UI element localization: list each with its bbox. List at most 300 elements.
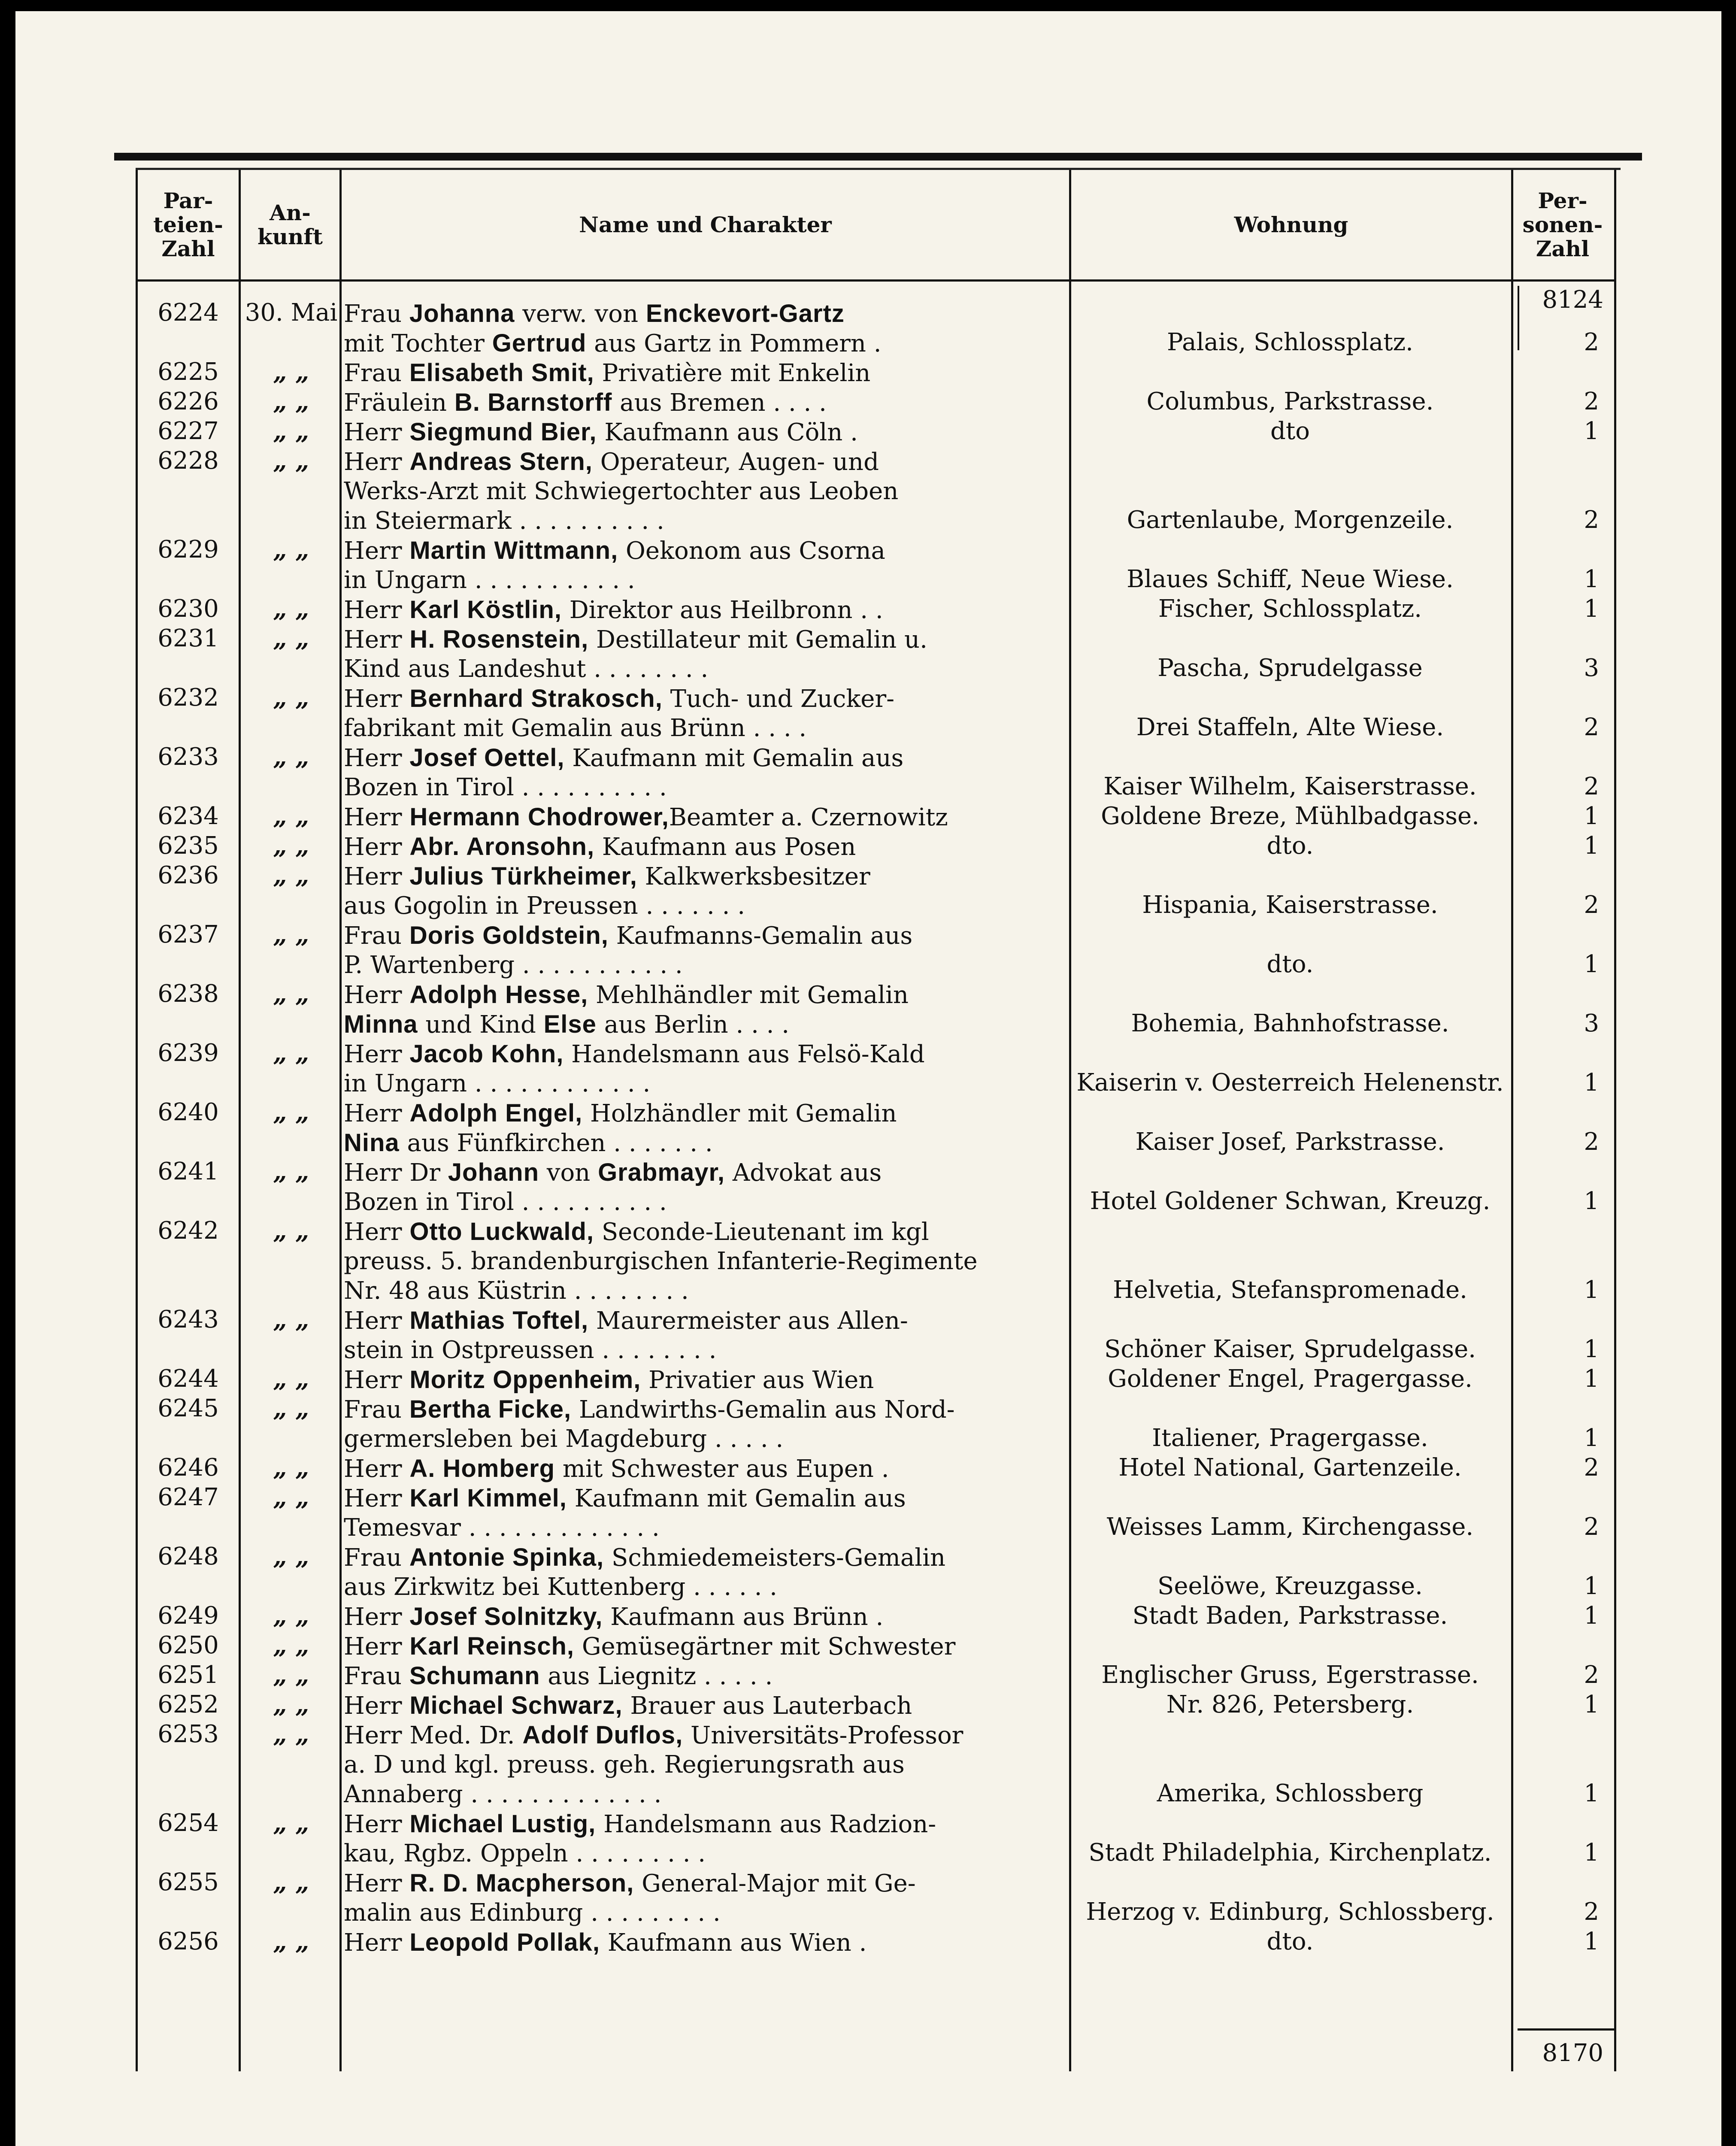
entry-name-character — [344, 1691, 1060, 1720]
entry-persons: 3 — [1584, 654, 1599, 682]
entry-residence: Italiener, Pragergasse. — [1152, 1424, 1428, 1452]
guest-name: Bernhard Strakosch, — [409, 685, 663, 712]
guest-name: Adolf Duflos, — [522, 1721, 683, 1749]
entry-residence: dto — [1270, 417, 1310, 445]
entry-text: aus Bremen . . . . — [612, 389, 827, 417]
entry-text: Privatière mit Enkelin — [594, 359, 871, 387]
entry-text: von — [539, 1159, 598, 1187]
entry-number: 6252 — [158, 1691, 219, 1719]
entry-number: 6240 — [158, 1098, 219, 1126]
entry-text-line — [344, 654, 1060, 684]
ledger-entry — [138, 299, 1614, 358]
entry-name-character — [344, 1631, 1060, 1661]
entry-text-line — [344, 684, 1060, 713]
entry-text-line — [344, 1602, 1060, 1631]
header-separator — [138, 279, 1614, 282]
entry-text: aus Gogolin in Preussen . . . . . . . — [344, 892, 745, 920]
entry-text: Gemüsegärtner mit Schwester — [574, 1633, 956, 1661]
guest-name: A. Homberg — [409, 1455, 555, 1482]
entry-residence: Nr. 826, Petersberg. — [1166, 1691, 1414, 1719]
ledger-entry — [138, 1039, 1614, 1098]
entry-number: 6249 — [158, 1602, 219, 1630]
ledger-entry — [138, 1098, 1614, 1158]
entry-name-character — [344, 1868, 1060, 1928]
entry-text: Herr — [344, 537, 410, 565]
header-partei-zahl: Par- teien- Zahl — [153, 188, 223, 261]
entry-text: Herr — [344, 1603, 410, 1631]
ledger-entry — [138, 1691, 1614, 1720]
entry-number: 6248 — [158, 1543, 219, 1570]
entry-arrival: „ „ — [273, 1098, 309, 1127]
entry-text: Herr — [344, 1218, 410, 1246]
ledger-entry — [138, 1483, 1614, 1543]
entry-text: Herr — [344, 1692, 410, 1720]
entry-text: Schmiedemeisters-Gemalin — [604, 1544, 946, 1572]
entry-name-character — [344, 1158, 1060, 1217]
guest-name: Hermann Chodrower, — [409, 803, 669, 831]
entry-name-character — [344, 980, 1060, 1039]
entry-arrival: „ „ — [273, 358, 309, 386]
document-page — [15, 11, 1721, 2146]
entry-text: Destillateur mit Gemalin u. — [588, 626, 927, 654]
entry-text: Frau — [344, 300, 409, 328]
entry-persons: 3 — [1584, 1009, 1599, 1037]
entry-text: Herr — [344, 833, 410, 861]
entry-text-line — [344, 595, 1060, 624]
entry-residence: Goldene Breze, Mühlbadgasse. — [1101, 802, 1479, 830]
ledger-entry — [138, 1809, 1614, 1868]
ledger-entry — [138, 1454, 1614, 1483]
entry-text-line — [344, 1306, 1060, 1335]
entry-text-line — [344, 1276, 1060, 1306]
entry-residence: Herzog v. Edinburg, Schlossberg. — [1086, 1898, 1494, 1926]
entry-text-line — [344, 1098, 1060, 1128]
entry-arrival: „ „ — [273, 417, 309, 446]
entry-text-line — [344, 1898, 1060, 1928]
entry-number: 6225 — [158, 358, 219, 386]
ledger-entry — [138, 1158, 1614, 1217]
entry-text: Bozen in Tirol . . . . . . . . . . — [344, 773, 667, 801]
entry-number: 6234 — [158, 802, 219, 830]
entry-number: 6250 — [158, 1631, 219, 1659]
entry-text-line — [344, 565, 1060, 595]
entry-arrival: „ „ — [273, 1868, 309, 1897]
entry-number: 6239 — [158, 1039, 219, 1067]
entry-persons: 2 — [1584, 773, 1599, 800]
entry-text: germersleben bei Magdeburg . . . . . — [344, 1425, 784, 1453]
ledger-entry — [138, 417, 1614, 447]
entry-number: 6237 — [158, 921, 219, 949]
guest-name: Doris Goldstein, — [409, 921, 609, 949]
entry-text: Holzhändler mit Gemalin — [582, 1100, 897, 1128]
entry-text-line — [344, 1158, 1060, 1187]
entry-name-character — [344, 1098, 1060, 1158]
entry-residence: Palais, Schlossplatz. — [1167, 328, 1413, 356]
ledger-entry — [138, 1868, 1614, 1928]
entry-text-line — [344, 1572, 1060, 1602]
entry-residence: Amerika, Schlossberg — [1157, 1779, 1424, 1807]
entry-text: Kaufmann aus Brünn . — [603, 1603, 884, 1631]
entry-text-line — [344, 388, 1060, 417]
entry-residence: Fischer, Schlossplatz. — [1158, 595, 1422, 623]
entry-text-line — [344, 1128, 1060, 1158]
entry-residence: Kaiser Josef, Parkstrasse. — [1135, 1128, 1445, 1156]
entry-persons: 2 — [1584, 891, 1599, 919]
entry-text: Maurermeister aus Allen- — [588, 1307, 908, 1335]
guest-name: Josef Solnitzky, — [409, 1603, 603, 1631]
entry-name-character — [344, 417, 1060, 447]
entry-text: in Ungarn . . . . . . . . . . . — [344, 566, 635, 594]
entry-residence: Seelöwe, Kreuzgasse. — [1157, 1572, 1423, 1600]
entry-text-line — [344, 743, 1060, 773]
entry-text-line — [344, 1365, 1060, 1394]
entry-number: 6233 — [158, 743, 219, 771]
entry-residence: Bohemia, Bahnhofstrasse. — [1131, 1009, 1449, 1037]
ledger-entry — [138, 684, 1614, 743]
entry-arrival: „ „ — [273, 832, 309, 860]
entry-persons: 1 — [1584, 1276, 1599, 1304]
entry-text-line — [344, 1069, 1060, 1098]
entry-text: Tuch- und Zucker- — [662, 685, 895, 713]
ledger-entry — [138, 595, 1614, 624]
entry-text-line — [344, 1779, 1060, 1809]
entry-text: Herr — [344, 596, 410, 624]
entry-text-line — [344, 1809, 1060, 1839]
entry-arrival: „ „ — [273, 447, 309, 475]
entry-persons: 1 — [1584, 565, 1599, 593]
entry-arrival: „ „ — [273, 1631, 309, 1660]
entry-name-character — [344, 1928, 1060, 1957]
entry-number: 6243 — [158, 1306, 219, 1334]
guest-name: Mathias Toftel, — [409, 1306, 589, 1334]
entry-residence: Drei Staffeln, Alte Wiese. — [1136, 713, 1444, 741]
entry-text: aus Liegnitz . . . . . — [540, 1662, 773, 1690]
ledger-entry — [138, 861, 1614, 921]
entry-name-character — [344, 1217, 1060, 1306]
entry-text: Seconde-Lieutenant im kgl — [594, 1218, 929, 1246]
entry-text-line — [344, 921, 1060, 950]
entry-persons: 1 — [1584, 1602, 1599, 1630]
entry-arrival: „ „ — [273, 1158, 309, 1186]
entry-arrival: „ „ — [273, 861, 309, 890]
entry-persons: 1 — [1584, 1779, 1599, 1807]
entry-text: Temesvar . . . . . . . . . . . . . — [344, 1514, 660, 1542]
entry-arrival: „ „ — [273, 624, 309, 653]
entry-arrival: „ „ — [273, 684, 309, 712]
entry-arrival: „ „ — [273, 595, 309, 623]
entry-persons: 1 — [1584, 1839, 1599, 1867]
guest-name: Abr. Aronsohn, — [409, 833, 595, 861]
entries-list — [138, 299, 1614, 1957]
entry-name-character — [344, 1039, 1060, 1098]
guest-name: Gertrud — [492, 329, 587, 357]
entry-arrival: „ „ — [273, 388, 309, 416]
entry-text-line — [344, 1661, 1060, 1691]
entry-number: 6236 — [158, 861, 219, 889]
ledger-entry — [138, 1720, 1614, 1809]
guest-name: Jacob Kohn, — [409, 1040, 564, 1068]
entry-residence: Kaiserin v. Oesterreich Helenenstr. — [1076, 1069, 1504, 1097]
entry-text-line — [344, 773, 1060, 802]
entry-text: Handelsmann aus Felsö-Kald — [564, 1040, 925, 1068]
entry-text-line — [344, 1483, 1060, 1513]
entry-text: Landwirths-Gemalin aus Nord- — [571, 1396, 955, 1424]
entry-persons: 2 — [1584, 328, 1599, 356]
entry-number: 6230 — [158, 595, 219, 623]
entry-arrival: „ „ — [273, 1483, 309, 1512]
entry-name-character — [344, 388, 1060, 417]
entry-name-character — [344, 1543, 1060, 1602]
entry-text: Kaufmann mit Gemalin aus — [567, 1485, 906, 1513]
entry-number: 6232 — [158, 684, 219, 712]
entry-text-line — [344, 1720, 1060, 1750]
guest-name: Siegmund Bier, — [409, 418, 597, 446]
guest-name: Schumann — [409, 1662, 540, 1690]
entry-text-line — [344, 1631, 1060, 1661]
entry-text: Frau — [344, 359, 409, 387]
guest-name: Bertha Ficke, — [409, 1395, 572, 1423]
entry-text: Herr — [344, 1633, 410, 1661]
entry-residence: Columbus, Parkstrasse. — [1146, 388, 1434, 415]
entry-arrival: 30. Mai — [245, 299, 338, 327]
entry-number: 6256 — [158, 1928, 219, 1955]
entry-persons: 2 — [1584, 713, 1599, 741]
entry-persons: 1 — [1584, 1069, 1599, 1097]
entry-residence: Englischer Gruss, Egerstrasse. — [1101, 1661, 1479, 1689]
guest-name: Antonie Spinka, — [409, 1543, 604, 1571]
entry-number: 6245 — [158, 1394, 219, 1422]
ledger-entry — [138, 1602, 1614, 1631]
entry-persons: 2 — [1584, 1661, 1599, 1689]
entry-text-line — [344, 1335, 1060, 1365]
entry-text: aus Fünfkirchen . . . . . . . — [399, 1129, 713, 1157]
entry-text-line — [344, 476, 1060, 506]
entry-text-line — [344, 1039, 1060, 1069]
entry-text: Privatier aus Wien — [641, 1366, 874, 1394]
entry-text: Herr — [344, 626, 410, 654]
entry-name-character — [344, 1661, 1060, 1691]
entry-number: 6244 — [158, 1365, 219, 1393]
entry-residence: dto. — [1266, 950, 1314, 978]
entry-text: Mehlhändler mit Gemalin — [588, 981, 909, 1009]
entry-text: Advokat aus — [725, 1159, 882, 1187]
entry-arrival: „ „ — [273, 1602, 309, 1630]
guest-name: Leopold Pollak, — [409, 1928, 600, 1956]
entry-text: Frau — [344, 922, 409, 950]
guest-name: Martin Wittmann, — [409, 536, 618, 564]
entry-text: Herr — [344, 1040, 410, 1068]
entry-name-character — [344, 1306, 1060, 1365]
guest-name: Michael Schwarz, — [409, 1691, 623, 1719]
guest-name: R. D. Macpherson, — [409, 1869, 634, 1897]
entry-persons: 2 — [1584, 506, 1599, 534]
entry-text: Frau — [344, 1662, 409, 1690]
entry-persons: 1 — [1584, 417, 1599, 445]
entry-arrival: „ „ — [273, 1928, 309, 1956]
entry-persons: 1 — [1584, 1335, 1599, 1363]
entry-text: Werks-Arzt mit Schwiegertochter aus Leoben — [344, 477, 899, 505]
entry-arrival: „ „ — [273, 1691, 309, 1719]
entry-persons: 1 — [1584, 1187, 1599, 1215]
ledger-entry — [138, 1365, 1614, 1394]
guest-name: Else — [543, 1010, 597, 1038]
ledger-entry — [138, 1306, 1614, 1365]
entry-text: Handelsmann aus Radzion- — [596, 1810, 936, 1838]
guest-name: Elisabeth Smit, — [409, 359, 594, 387]
entry-text: Kaufmann aus Cöln . — [597, 418, 858, 446]
entry-name-character — [344, 743, 1060, 802]
entry-residence: Helvetia, Stefanspromenade. — [1113, 1276, 1467, 1304]
guest-name: Moritz Oppenheim, — [409, 1366, 641, 1394]
entry-text-line — [344, 624, 1060, 654]
entry-text: Herr — [344, 1366, 410, 1394]
ledger-entry — [138, 1928, 1614, 1957]
entry-arrival: „ „ — [273, 1039, 309, 1067]
entry-persons: 2 — [1584, 1513, 1599, 1541]
guest-name: Karl Kimmel, — [409, 1484, 567, 1512]
entry-text: fabrikant mit Gemalin aus Brünn . . . . — [344, 714, 807, 742]
entry-residence: Hotel National, Gartenzeile. — [1118, 1454, 1462, 1482]
entry-residence: Hispania, Kaiserstrasse. — [1142, 891, 1438, 919]
entry-text: Kaufmann aus Wien . — [600, 1929, 867, 1957]
entry-text-line — [344, 1217, 1060, 1246]
entry-text-line — [344, 299, 1060, 328]
entry-text-line — [344, 1868, 1060, 1898]
entry-number: 6247 — [158, 1483, 219, 1511]
ledger-entry — [138, 536, 1614, 595]
guest-name: Grabmayr, — [598, 1158, 725, 1186]
entry-text: Frau — [344, 1544, 409, 1572]
entry-text-line — [344, 1691, 1060, 1720]
entry-text: mit Schwester aus Eupen . — [555, 1455, 889, 1483]
entry-text: Universitäts-Professor — [683, 1722, 963, 1749]
entry-text-line — [344, 328, 1060, 358]
ledger-entry — [138, 1543, 1614, 1602]
entry-text: P. Wartenberg . . . . . . . . . . . — [344, 951, 683, 979]
entry-residence: dto. — [1266, 832, 1314, 860]
entry-text: Herr — [344, 1810, 410, 1838]
total-carried-out: 8170 — [1542, 2039, 1603, 2067]
entry-persons: 1 — [1584, 595, 1599, 623]
entry-text: stein in Ostpreussen . . . . . . . . — [344, 1336, 717, 1364]
entry-text: Herr — [344, 744, 410, 772]
entry-text: kau, Rgbz. Oppeln . . . . . . . . . — [344, 1840, 706, 1867]
entry-number: 6228 — [158, 447, 219, 475]
entry-persons: 1 — [1584, 950, 1599, 978]
entry-text: Herr — [344, 1485, 410, 1513]
entry-text-line — [344, 1009, 1060, 1039]
entry-persons: 1 — [1584, 1691, 1599, 1719]
entry-persons: 1 — [1584, 1572, 1599, 1600]
entry-text-line — [344, 713, 1060, 743]
top-rule — [114, 153, 1642, 161]
header-name-charakter: Name und Charakter — [579, 212, 832, 237]
entry-text: Kaufmann aus Posen — [594, 833, 856, 861]
entry-text: malin aus Edinburg . . . . . . . . . — [344, 1899, 721, 1927]
entry-text: Herr — [344, 1455, 410, 1483]
entry-name-character — [344, 861, 1060, 921]
entry-text: Herr — [344, 448, 410, 476]
entry-residence: Pascha, Sprudelgasse — [1157, 654, 1423, 682]
entry-text: Kaufmanns-Gemalin aus — [608, 922, 913, 950]
entry-text-line — [344, 417, 1060, 447]
entry-persons: 1 — [1584, 1424, 1599, 1452]
entry-number: 6238 — [158, 980, 219, 1008]
entry-arrival: „ „ — [273, 802, 309, 831]
entry-persons: 1 — [1584, 832, 1599, 860]
entry-text: aus Zirkwitz bei Kuttenberg . . . . . . — [344, 1573, 777, 1601]
entry-residence: Stadt Philadelphia, Kirchenplatz. — [1088, 1839, 1492, 1867]
header-ankunft: An- kunft — [258, 200, 323, 249]
guest-name: Adolph Engel, — [409, 1099, 583, 1127]
entry-text-line — [344, 832, 1060, 861]
ledger-entry — [138, 1394, 1614, 1454]
entry-residence: Kaiser Wilhelm, Kaiserstrasse. — [1103, 773, 1477, 800]
entry-residence: Blaues Schiff, Neue Wiese. — [1127, 565, 1454, 593]
entry-text: Herr Med. Dr. — [344, 1722, 523, 1749]
entry-text: Kind aus Landeshut . . . . . . . . — [344, 655, 709, 683]
entry-name-character — [344, 595, 1060, 624]
ledger-entry — [138, 358, 1614, 388]
guest-name: Otto Luckwald, — [409, 1218, 594, 1246]
entry-residence: Stadt Baden, Parkstrasse. — [1132, 1602, 1448, 1630]
ledger-entry — [138, 624, 1614, 684]
entry-arrival: „ „ — [273, 1661, 309, 1689]
entry-name-character — [344, 447, 1060, 536]
entry-number: 6246 — [158, 1454, 219, 1482]
entry-number: 6255 — [158, 1868, 219, 1896]
entry-arrival: „ „ — [273, 1543, 309, 1571]
ledger-entry — [138, 921, 1614, 980]
ledger-entry — [138, 832, 1614, 861]
entry-persons: 2 — [1584, 1898, 1599, 1926]
entry-text: verw. von — [515, 300, 646, 328]
entry-name-character — [344, 358, 1060, 388]
entry-number: 6231 — [158, 624, 219, 652]
entry-text-line — [344, 358, 1060, 388]
entry-text: Bozen in Tirol . . . . . . . . . . — [344, 1188, 667, 1216]
entry-persons: 1 — [1584, 802, 1599, 830]
guest-name: Nina — [344, 1129, 400, 1157]
entry-text-line — [344, 980, 1060, 1009]
entry-persons: 2 — [1584, 1128, 1599, 1156]
entry-number: 6227 — [158, 417, 219, 445]
entry-number: 6226 — [158, 388, 219, 415]
entry-persons: 1 — [1584, 1928, 1599, 1955]
entry-text: General-Major mit Ge- — [634, 1870, 916, 1897]
entry-text-line — [344, 1187, 1060, 1217]
entry-residence: Schöner Kaiser, Sprudelgasse. — [1104, 1335, 1476, 1363]
guest-name: Enckevort-Gartz — [645, 300, 845, 327]
total-carried-in: 8124 — [1542, 286, 1603, 314]
entry-text: in Ungarn . . . . . . . . . . . . — [344, 1070, 651, 1097]
entry-text-line — [344, 1246, 1060, 1276]
ledger-entry — [138, 388, 1614, 417]
entry-arrival: „ „ — [273, 1720, 309, 1749]
entry-text-line — [344, 536, 1060, 565]
entry-arrival: „ „ — [273, 1454, 309, 1482]
entry-name-character — [344, 299, 1060, 358]
entry-text: Herr — [344, 1929, 410, 1957]
entry-name-character — [344, 1454, 1060, 1483]
entry-text: Oekonom aus Csorna — [618, 537, 885, 565]
entry-text: Herr — [344, 685, 410, 713]
entry-text: Herr Dr — [344, 1159, 448, 1187]
entry-text: Fräulein — [344, 389, 454, 417]
entry-number: 6229 — [158, 536, 219, 564]
entry-residence: Gartenlaube, Morgenzeile. — [1127, 506, 1454, 534]
entry-name-character — [344, 832, 1060, 861]
